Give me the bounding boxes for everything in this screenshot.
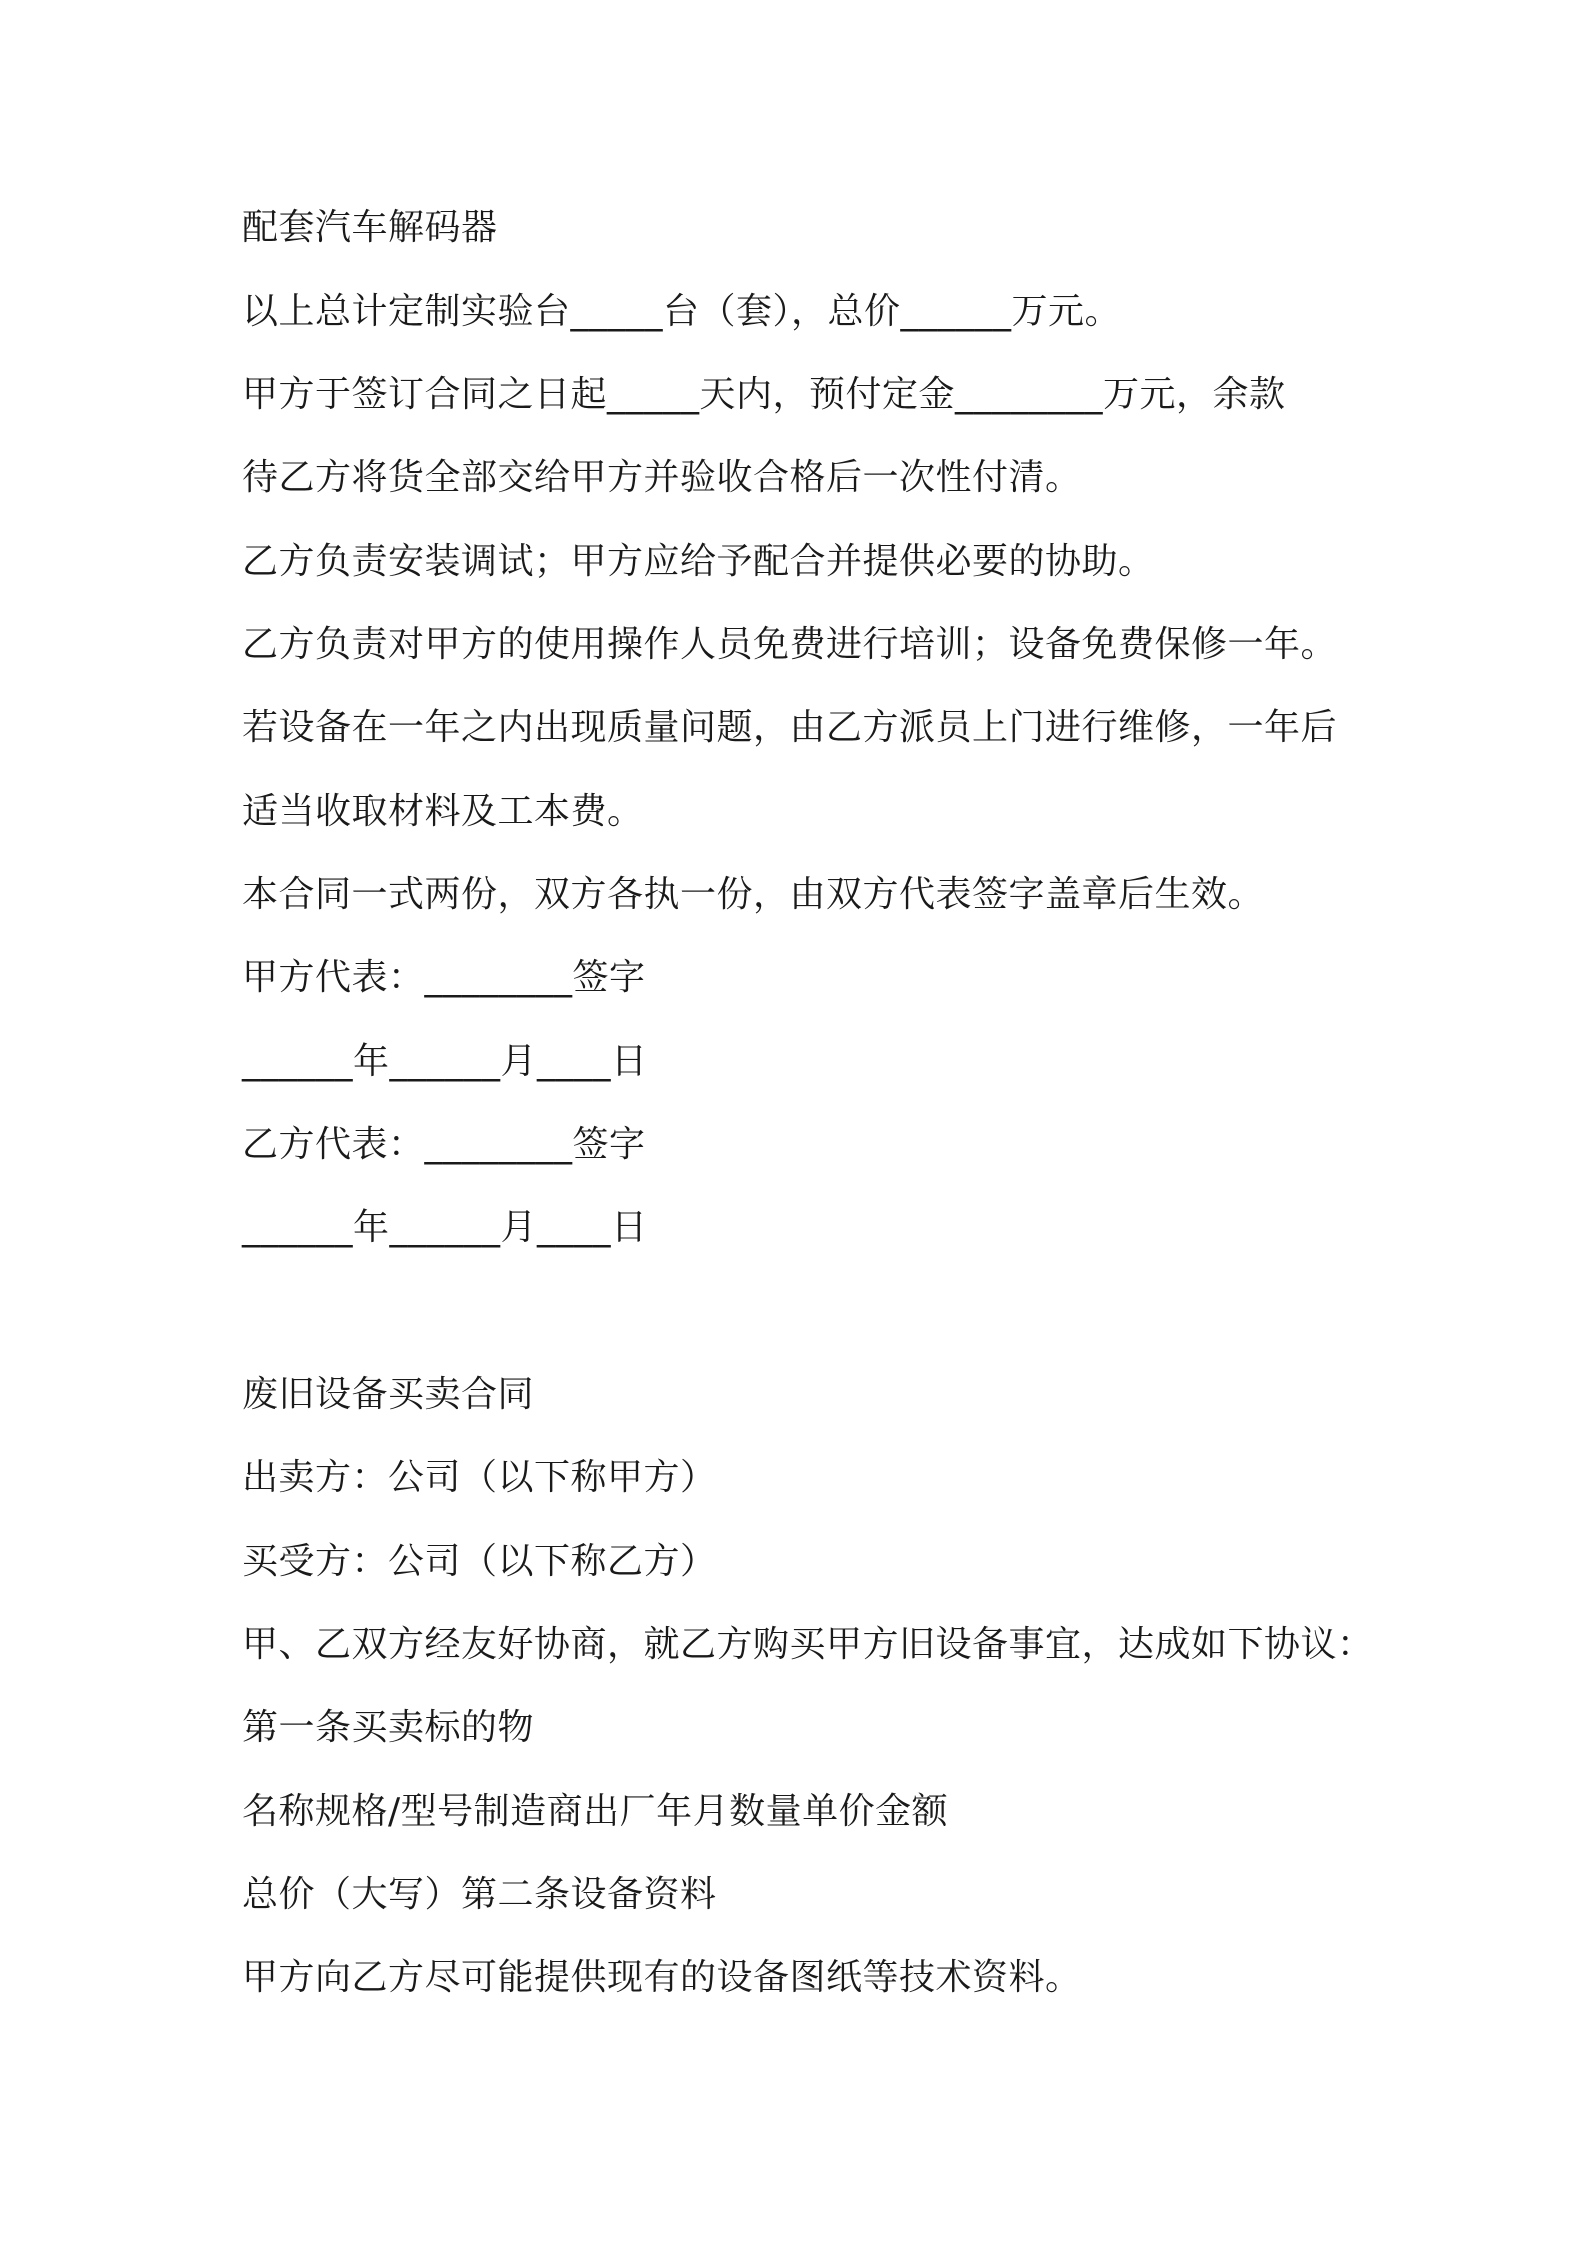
paragraph: 甲方于签订合同之日起_____天内，预付定金________万元，余款 [242,374,1286,415]
paragraph: 总价（大写）第二条设备资料 [242,1874,717,1915]
paragraph: 第一条买卖标的物 [242,1707,535,1748]
paragraph: 适当收取材料及工本费。 [242,791,644,832]
paragraph: 乙方负责对甲方的使用操作人员免费进行培训；设备免费保修一年。 [242,624,1338,665]
date-line-party-b: ______年______月____日 [242,1207,648,1248]
paragraph: 以上总计定制实验台_____台（套），总价______万元。 [242,291,1122,332]
paragraph: 本合同一式两份，双方各执一份，由双方代表签字盖章后生效。 [242,874,1265,915]
signature-line-party-b: 乙方代表：________签字 [242,1124,646,1165]
paragraph: 名称规格/型号制造商出厂年月数量单价金额 [242,1791,949,1832]
paragraph: 买受方：公司（以下称乙方） [242,1541,717,1582]
paragraph: 待乙方将货全部交给甲方并验收合格后一次性付清。 [242,457,1082,498]
section-heading: 废旧设备买卖合同 [242,1374,535,1415]
section-heading: 配套汽车解码器 [242,207,498,248]
paragraph: 甲方向乙方尽可能提供现有的设备图纸等技术资料。 [242,1957,1082,1998]
paragraph: 出卖方：公司（以下称甲方） [242,1457,717,1498]
paragraph: 甲、乙双方经友好协商，就乙方购买甲方旧设备事宜，达成如下协议： [242,1624,1374,1665]
paragraph: 若设备在一年之内出现质量问题，由乙方派员上门进行维修，一年后 [242,707,1338,748]
paragraph: 乙方负责安装调试；甲方应给予配合并提供必要的协助。 [242,541,1155,582]
signature-line-party-a: 甲方代表：________签字 [242,957,646,998]
date-line-party-a: ______年______月____日 [242,1041,648,1082]
